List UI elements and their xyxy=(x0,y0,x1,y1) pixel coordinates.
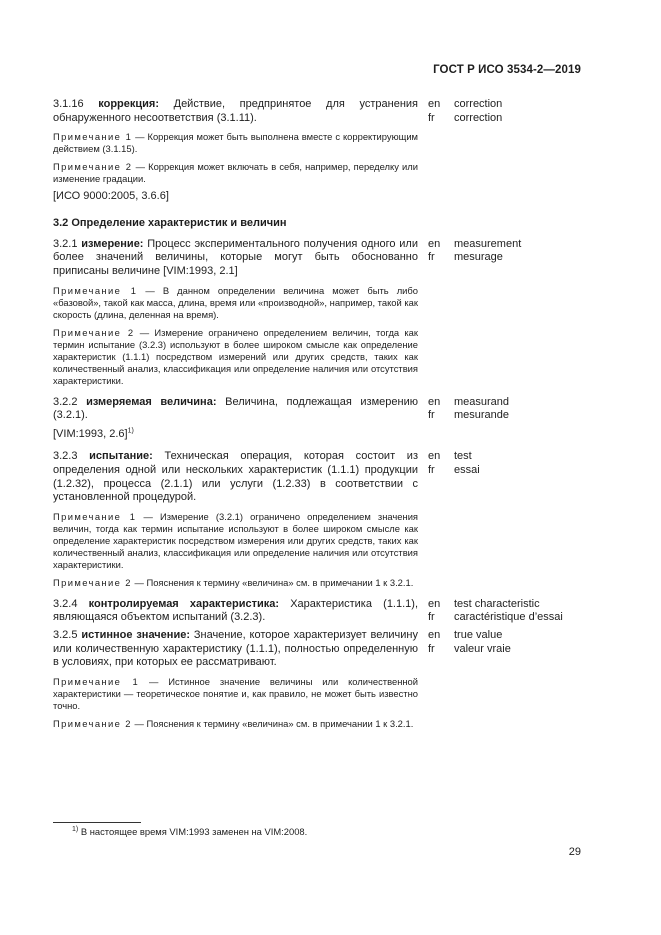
language-codes: en fr xyxy=(428,395,441,422)
language-codes: en fr xyxy=(428,450,441,476)
footnote-mark: 1) xyxy=(72,825,79,833)
english-term: measurand xyxy=(454,395,510,408)
term-number: 3.1.16 xyxy=(53,98,84,110)
term-definition xyxy=(53,98,418,125)
note: Примечание 2 — Коррекция может включать в себя, например, переделку или изменение градации. xyxy=(53,161,419,185)
term-entry xyxy=(53,396,583,423)
term-number: 3.2.1 xyxy=(53,237,78,250)
term-definition xyxy=(53,238,418,279)
english-term: correction xyxy=(454,98,503,110)
page-number: 29 xyxy=(568,846,581,858)
translations xyxy=(454,450,583,504)
term-name: измеряемая величина: xyxy=(86,395,217,408)
french-term: essai xyxy=(454,463,480,476)
document-body xyxy=(53,98,583,730)
term-text: Характеристика (1.1.1), являющаяся объектом испытаний (3.2.3). xyxy=(53,597,419,624)
term-name: коррекция: xyxy=(98,98,159,110)
language-codes: en fr xyxy=(428,237,441,264)
note: Примечание 1 — Измерение (3.2.1) ограничено определением значения величин, тогда как термин испытание используют в более широком смысле как определение характеристик посредством измерения или других средств, таких как количественный анализ, классификация или определение наличия или отсутствия характеристики. xyxy=(53,510,419,570)
english-term: test xyxy=(454,450,472,463)
term-text: Техническая операция, которая состоит из определения одной или нескольких характеристик (1.1.1) продукции (1.2.32), процесса (2.1.1) или услуги (1.2.33) в соответствии с установленной процедурой. xyxy=(53,450,418,504)
source-reference: [VIM:1993, 2.6]$^{1)}$ xyxy=(53,427,134,440)
term-text: Значение, которое характеризует величину или количественную характеристику (1.1.1), полностью определенную в условиях, при которых ее рассматривают. xyxy=(53,628,418,669)
note: Примечание 1 — Коррекция может быть выполнена вместе с корректирующим действием (3.1.15). xyxy=(53,131,418,155)
language-codes: en fr xyxy=(428,597,441,624)
term-definition xyxy=(53,396,418,423)
translations xyxy=(454,629,583,670)
term-number: 3.2.3 xyxy=(53,450,78,463)
term-entry xyxy=(53,598,583,625)
language-codes: en fr xyxy=(428,98,441,124)
note: Примечание 2 — Пояснения к термину «величина» см. в примечании 1 к 3.2.1. xyxy=(53,576,414,588)
translations xyxy=(454,598,583,625)
language-codes: en fr xyxy=(428,628,441,655)
term-number: 3.2.5 xyxy=(53,628,78,641)
source-reference: [ИСО 9000:2005, 3.6.6] xyxy=(53,190,169,203)
term-name: испытание: xyxy=(89,450,153,463)
footnote-mark: 1) xyxy=(127,427,134,435)
section-heading: 3.2 Определение характеристик и величин xyxy=(53,216,287,229)
term-entry xyxy=(53,238,583,279)
document-header: ГОСТ Р ИСО 3534-2—2019 xyxy=(433,64,581,76)
translations xyxy=(454,238,583,279)
french-term: correction xyxy=(454,111,503,124)
translations xyxy=(454,396,583,423)
note: Примечание 2 — Пояснения к термину «величина» см. в примечании 1 к 3.2.1. xyxy=(53,717,414,729)
term-entry xyxy=(53,450,583,504)
translations xyxy=(454,98,583,125)
french-term: mesurage xyxy=(454,251,503,264)
note: Примечание 1 — Истинное значение величины или количественной характеристики — теоретическое понятие и, как правило, не может быть известно точно. xyxy=(53,675,418,711)
term-number: 3.2.2 xyxy=(53,395,78,408)
note: Примечание 2 — Измерение ограничено определением величин, тогда как термин испытание (3.2.3) используют в более широком смысле как определение характеристик (1.1.1) посредством измерений или других средств, таких как количественный анализ, классификация или определение наличия или отсутствия характеристики. xyxy=(53,326,418,386)
footnote: $^{1)}$ В настоящее время VIM:1993 заменен на VIM:2008. xyxy=(72,825,308,837)
french-term: valeur vraie xyxy=(454,642,511,655)
term-number: 3.2.4 xyxy=(53,597,78,610)
term-text: Процесс экспериментального получения одного или более значений величины, которые могут быть обоснованно приписаны величине [VIM:1993, 2.1] xyxy=(53,237,418,277)
french-term: mesurande xyxy=(454,409,510,422)
term-entry xyxy=(53,98,583,125)
term-text: Величина, подлежащая измерению (3.2.1). xyxy=(53,395,418,422)
term-name: измерение: xyxy=(81,237,144,250)
term-name: контролируемая характеристика: xyxy=(88,597,280,610)
english-term: test characteristic xyxy=(454,597,540,610)
term-definition xyxy=(53,450,418,504)
term-entry xyxy=(53,629,583,670)
term-name: истинное значение: xyxy=(81,628,190,641)
term-definition xyxy=(53,629,418,670)
footnote-divider xyxy=(53,822,141,823)
french-term: caractéristique d’essai xyxy=(454,611,563,624)
english-term: measurement xyxy=(454,237,522,250)
note: Примечание 1 — В данном определении величина может быть либо «базовой», такой как масса, длина, время или «производной», например, такой как скорость (длина, деленная на время). xyxy=(53,284,418,320)
term-text: Действие, предпринятое для устранения обнаруженного несоответствия (3.1.11). xyxy=(53,98,419,124)
term-definition xyxy=(53,598,418,625)
english-term: true value xyxy=(454,628,503,641)
